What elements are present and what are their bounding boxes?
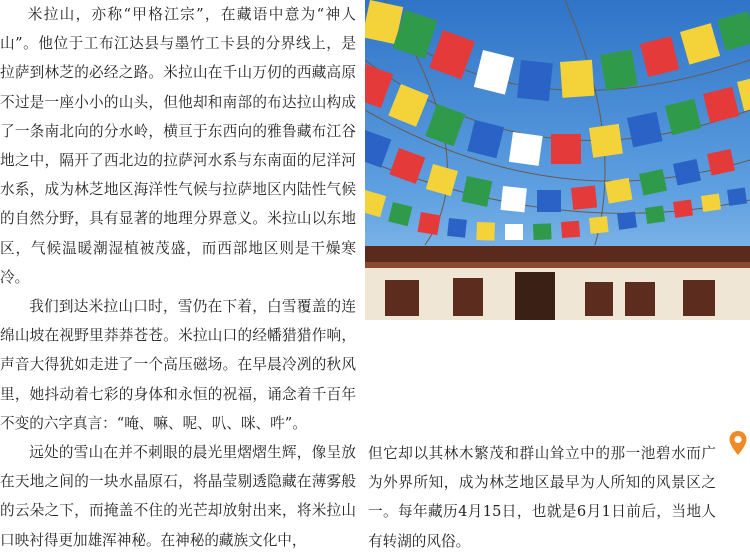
- article-right-column: [368, 439, 716, 556]
- prayer-flags-photo: [365, 0, 750, 320]
- map-pin-icon: [728, 430, 748, 456]
- article-left-column: [0, 0, 356, 555]
- paragraph-3: 远处的雪山在并不刺眼的晨光里熠熠生辉，像呈放在天地之间的一块水晶原石，将晶莹剔透隐藏在薄雾般的云朵之下，而掩盖不住的光芒却放射出来，将米拉山口映衬得更加雄浑神秘。在神秘的藏族文化中，: [0, 444, 356, 549]
- continuation-paragraph: 但它却以其林木繁茂和群山耸立中的那一池碧水而广为外界所知，成为林芝地区最早为人所知的风景区之一。每年藏历4月15日，也就是6月1日前后，当地人有转湖的风俗。: [368, 445, 716, 550]
- paragraph-2: 我们到达米拉山口时，雪仍在下着，白雪覆盖的连绵山坡在视野里莽莽苍苍。米拉山口的经幡猎猎作响，声音大得犹如走进了一个高压磁场。在早晨冷冽的秋风里，她抖动着七彩的身体和永恒的祝福，诵念着千百年不变的六字真言：“唵、嘛、呢、叭、咪、吽”。: [0, 298, 356, 432]
- paragraph-1: 米拉山，亦称“甲格江宗”，在藏语中意为“神人山”。他位于工布江达县与墨竹工卡县的分界线上，是拉萨到林芝的必经之路。米拉山在千山万仞的西藏高原不过是一座小小的山头，但他却和南部的布达拉山构成了一条南北向的分水岭，横亘于东西向的雅鲁藏布江谷地之中，隔开了西北边的拉萨河水系与东南面的尼洋河水系，成为林芝地区海洋性气候与拉萨地区内陆性气候的自然分野，具有显著的地理分界意义。米拉山以东地区，气候温暖潮湿植被茂盛，而西部地区则是干燥寒冷。: [0, 6, 356, 286]
